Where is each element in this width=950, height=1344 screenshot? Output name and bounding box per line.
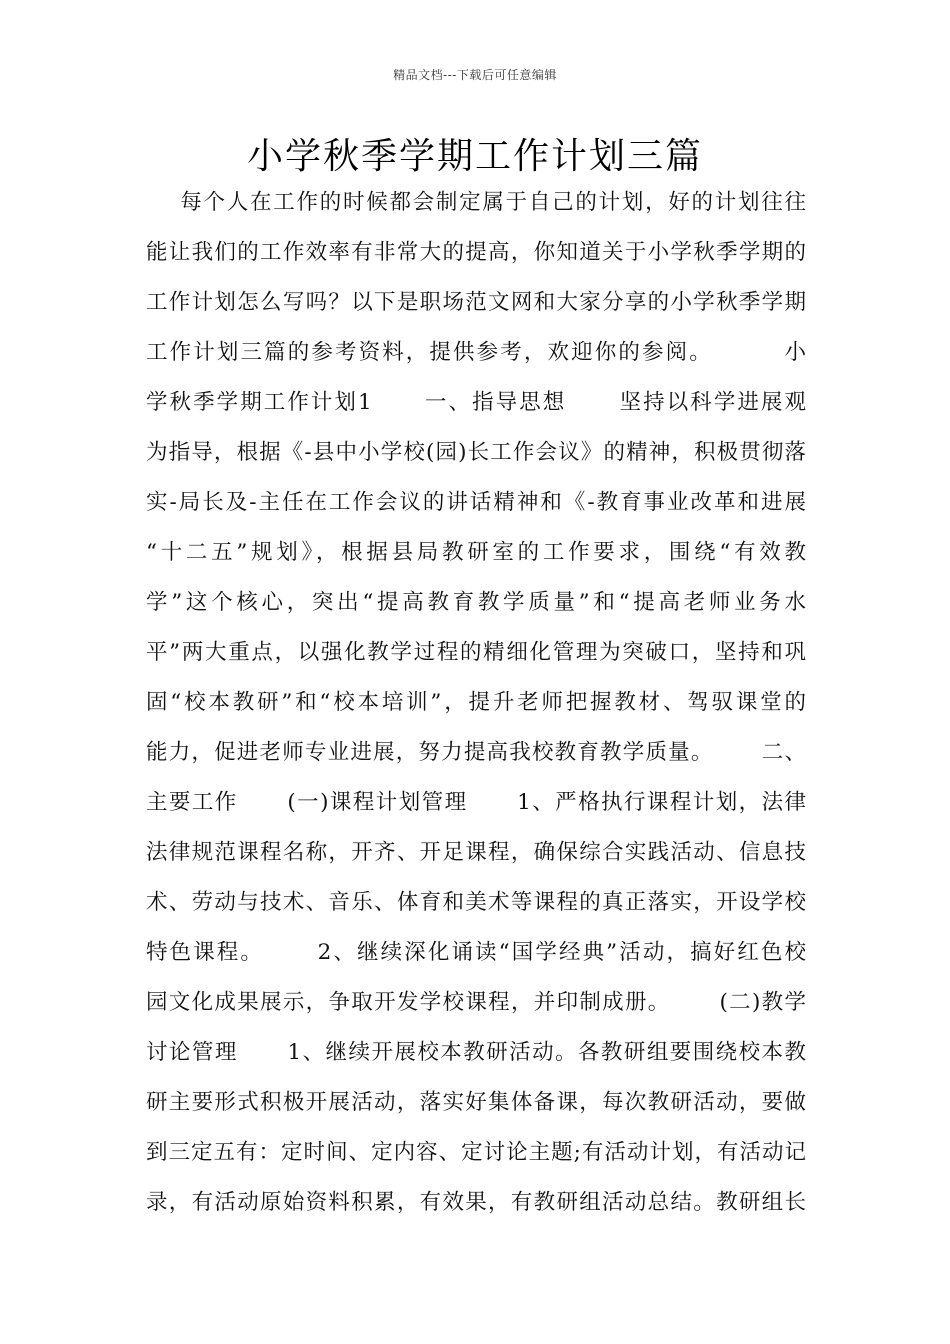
body-line: 研主要形式积极开展活动，落实好集体备课，每次教研活动，要做 bbox=[146, 1090, 806, 1115]
document-title: 小学秋季学期工作计划三篇 bbox=[246, 136, 703, 177]
body-line: 主要工作 (一)课程计划管理 1、严格执行课程计划，法律 bbox=[146, 790, 806, 815]
body-line: 固“校本教研”和“校本培训”，提升老师把握教材、驾驭课堂的 bbox=[146, 690, 806, 715]
body-line: 术、劳动与技术、音乐、体育和美术等课程的真正落实，开设学校 bbox=[146, 890, 806, 915]
body-line: 到三定五有：定时间、定内容、定讨论主题;有活动计划，有活动记 bbox=[146, 1140, 806, 1165]
body-line: 能让我们的工作效率有非常大的提高，你知道关于小学秋季学期的 bbox=[146, 240, 806, 265]
body-line: 为指导，根据《-县中小学校(园)长工作会议》的精神，积极贯彻落 bbox=[146, 440, 806, 465]
body-line: 法律规范课程名称，开齐、开足课程，确保综合实践活动、信息技 bbox=[146, 840, 806, 865]
body-line: “十二五”规划》，根据县局教研室的工作要求，围绕“有效教 bbox=[146, 540, 806, 565]
document-body bbox=[146, 178, 806, 1228]
body-line: 学”这个核心，突出“提高教育教学质量”和“提高老师业务水 bbox=[146, 590, 806, 615]
body-line: 平”两大重点，以强化教学过程的精细化管理为突破口，坚持和巩 bbox=[146, 640, 806, 665]
body-line: 每个人在工作的时候都会制定属于自己的计划，好的计划往往 bbox=[146, 190, 806, 215]
body-line: 录，有活动原始资料积累，有效果，有教研组活动总结。教研组长 bbox=[146, 1190, 806, 1215]
body-line: 实-局长及-主任在工作会议的讲话精神和《-教育事业改革和进展 bbox=[146, 490, 806, 515]
body-line: 特色课程。 2、继续深化诵读“国学经典”活动，搞好红色校 bbox=[146, 940, 806, 965]
body-line: 学秋季学期工作计划1 一、指导思想 坚持以科学进展观 bbox=[146, 390, 806, 415]
header-note: 精品文档---下载后可任意编辑 bbox=[393, 68, 557, 82]
body-line: 工作计划三篇的参考资料，提供参考，欢迎你的参阅。 小 bbox=[146, 340, 806, 365]
body-line: 能力，促进老师专业进展，努力提高我校教育教学质量。 二、 bbox=[146, 740, 806, 765]
body-line: 园文化成果展示，争取开发学校课程，并印制成册。 (二)教学 bbox=[146, 990, 806, 1015]
body-line: 讨论管理 1、继续开展校本教研活动。各教研组要围绕校本教 bbox=[146, 1040, 806, 1065]
body-line: 工作计划怎么写吗？以下是职场范文网和大家分享的小学秋季学期 bbox=[146, 290, 806, 315]
